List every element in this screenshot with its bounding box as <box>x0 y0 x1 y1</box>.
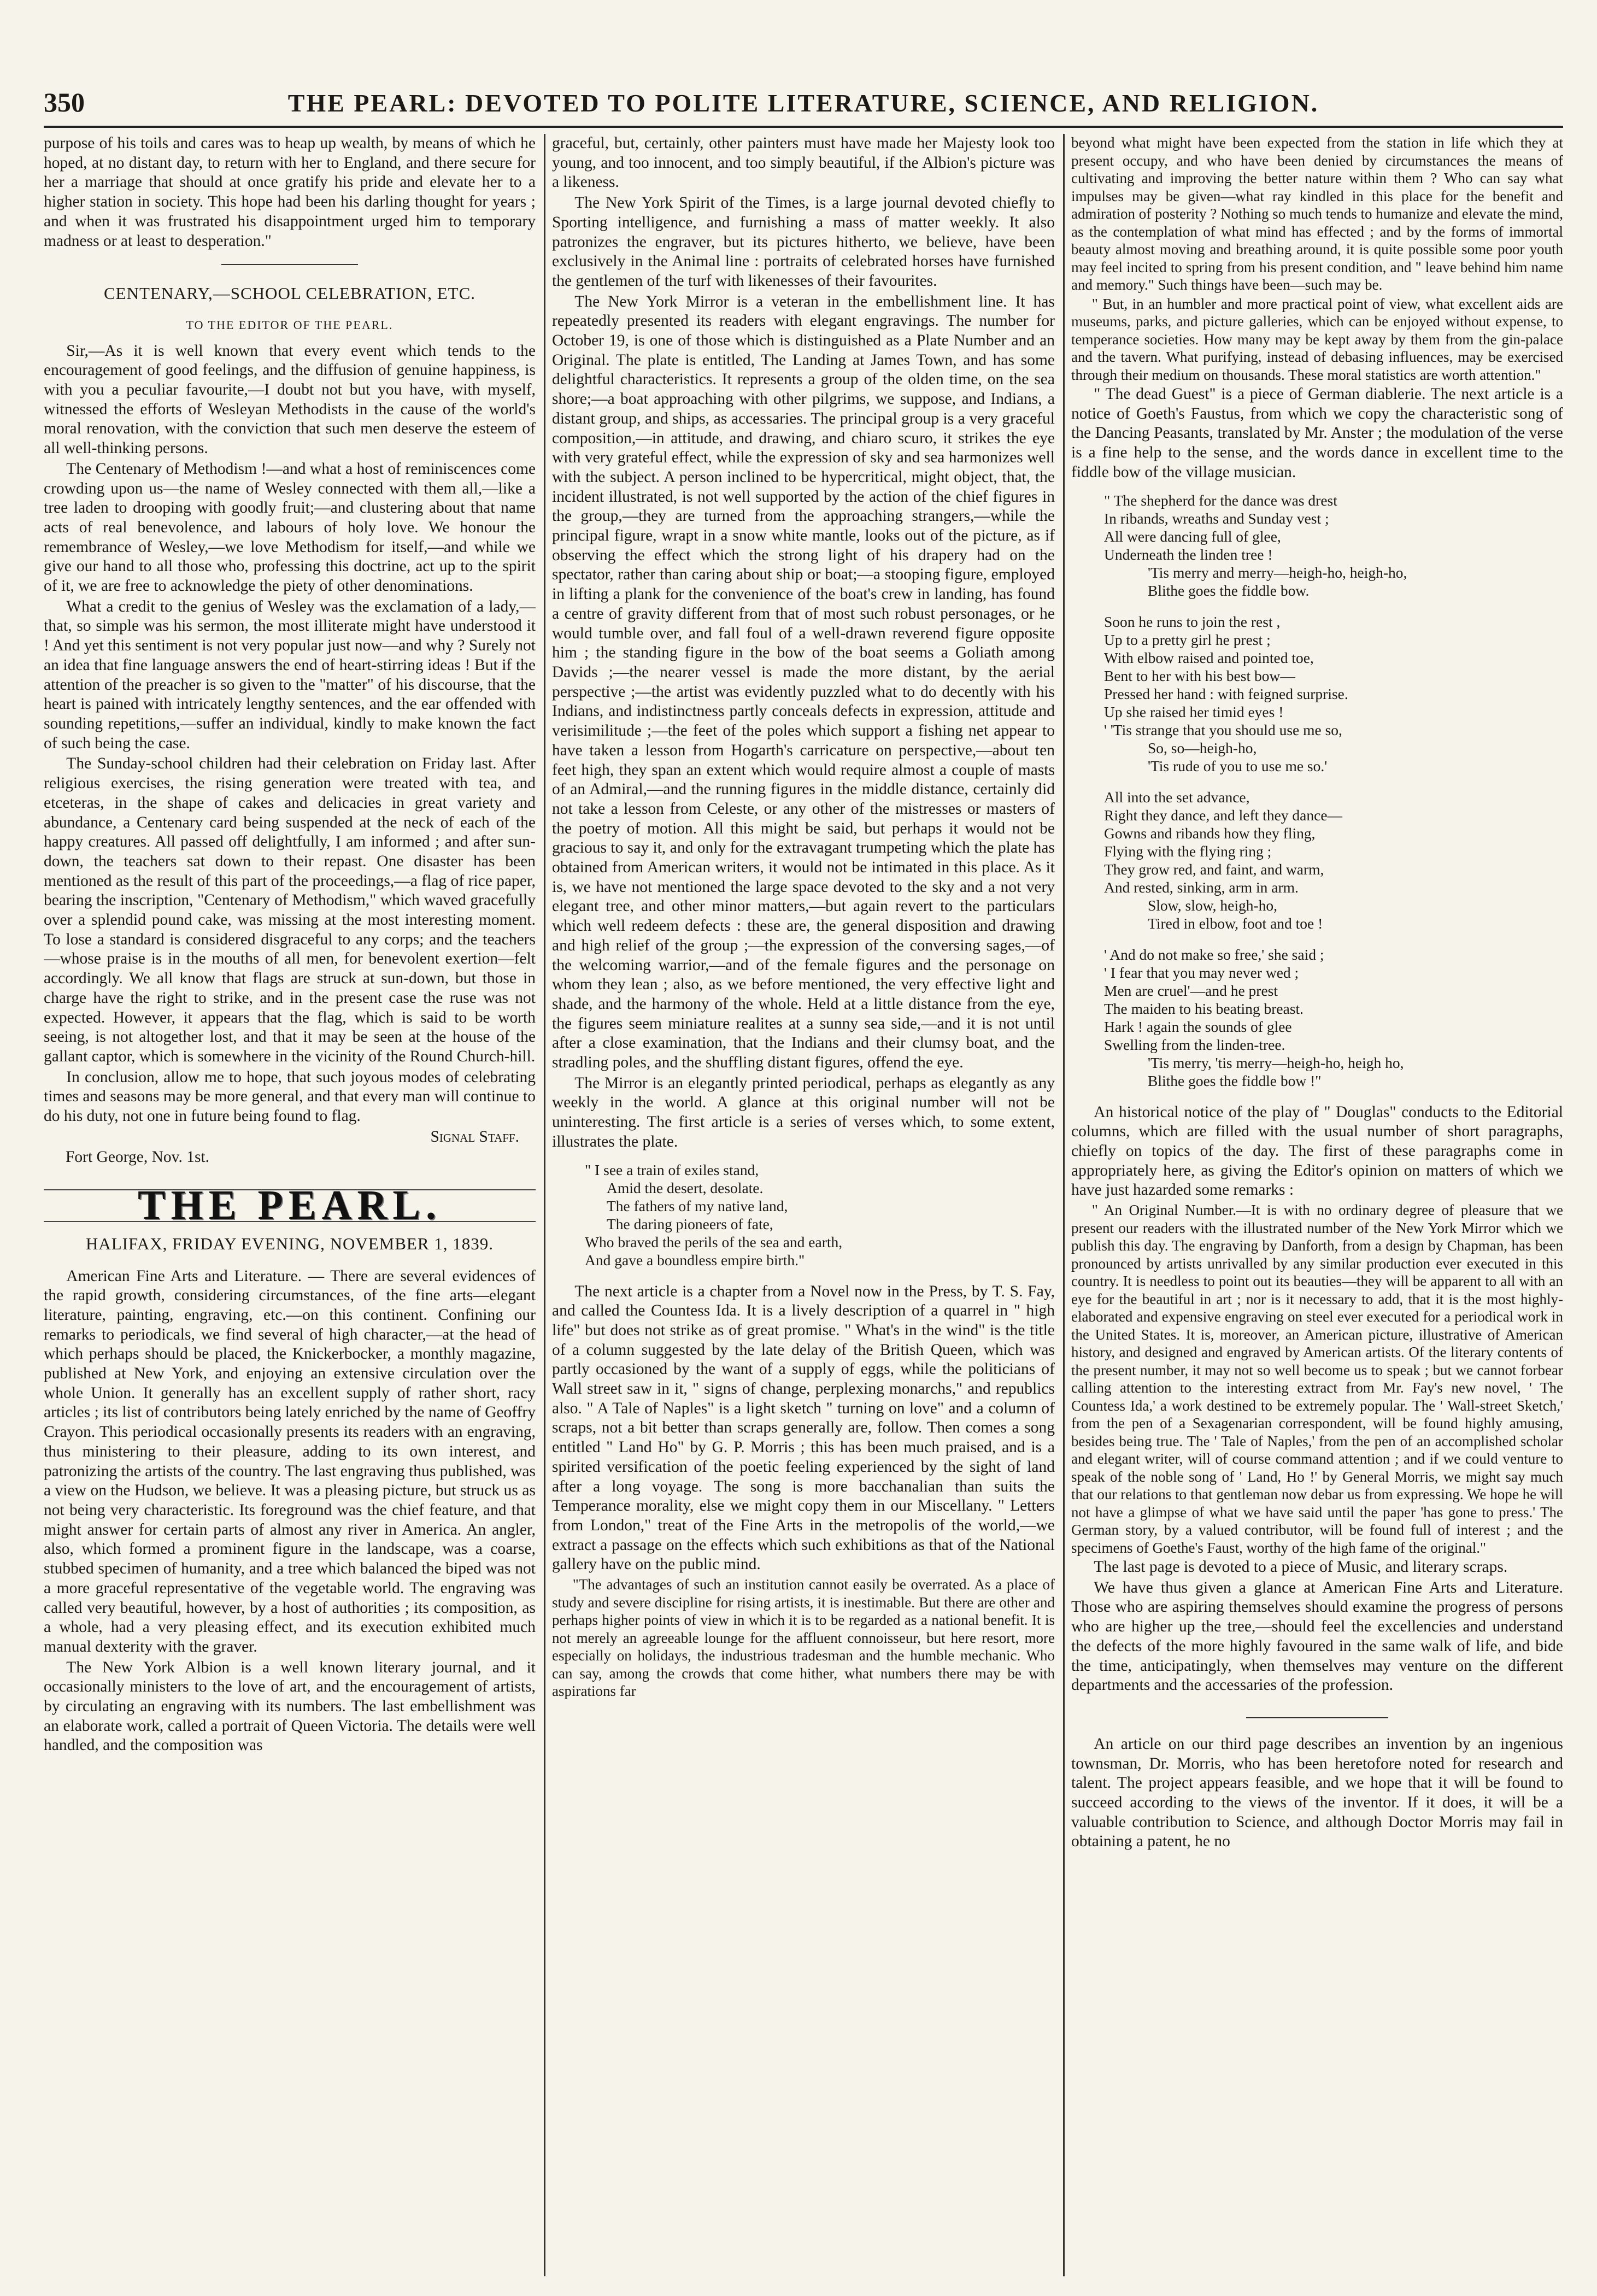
paragraph: The Sunday-school children had their celebration on Friday last. After religious exercises, the rising generation were treated with tea, and etceteras, in the shape of cakes and delicacies in great variety and abundance, a Centenary card being suspended at the neck of each of the happy creatures. All passed off delightfully, I am informed ; and after sun-down, the teachers sat down to their repast. One disaster has been mentioned as the result of this part of the proceedings,—a flag of rice paper, bearing the inscription, "Centenary of Methodism," which waved gracefully over a splendid pound cake, was missing at the most interesting moment. To lose a standard is considered disgraceful to any corps; and the teachers—whose praise is in the mouths of all men, for benevolent exertion—felt accordingly. We all know that flags are struck at sun-down, but those in charge have the right to strike, and in the present case the ruse was not expected. However, it appears that the flag, which is said to be worth seeing, is not altogether lost, and that it may be seen at the house of the gallant captor, which is somewhere in the vicinity of the Round Church-hill. <box>44 755 536 1065</box>
paragraph: Sir,—As it is well known that every event which tends to the encouragement of good feelings, and the diffusion of genuine happiness, is with you a peculiar favourite,—I doubt not but you have, with myself, witnessed the efforts of Wesleyan Methodists in the cause of the world's moral renovation, with the conviction that such men deserve the esteem of all well-thinking persons. <box>44 342 536 457</box>
page-number: 350 <box>44 87 85 118</box>
verse-line: " The shepherd for the dance was drest <box>1104 491 1337 509</box>
signature: Signal Staff. <box>430 1128 519 1146</box>
verse-line: Up she raised her timid eyes ! <box>1104 703 1284 720</box>
verse-line: " I see a train of exiles stand, <box>585 1161 759 1178</box>
running-title: THE PEARL: DEVOTED TO POLITE LITERATURE, SCIENCE, AND RELIGION. <box>287 89 1319 117</box>
verse-line: So, so—heigh-ho, <box>1148 739 1257 756</box>
article-title: CENTENARY,—SCHOOL CELEBRATION, ETC. <box>104 284 475 303</box>
verse-line: Blithe goes the fiddle bow. <box>1148 582 1310 599</box>
verse-line: All were dancing full of glee, <box>1104 527 1281 545</box>
verse-line: And rested, sinking, arm in arm. <box>1104 878 1299 896</box>
song-verse <box>1071 491 1563 1090</box>
paragraph: We have thus given a glance at American Fine Arts and Literature. Those who are aspiring themselves should examine the progress of persons who are higher up the tree,—should feel the excellencies and understand the defects of the more highly favoured in the same walk of life, and bide the time, anticipatingly, when themselves may venture on the different departments and the accessaries of the profession. <box>1071 1578 1563 1694</box>
place-date: Fort George, Nov. 1st. <box>66 1148 210 1166</box>
quoted-paragraph: " But, in an humbler and more practical point of view, what excellent aids are museums, parks, and picture galleries, which can be enjoyed without expense, to temperance societies. How many may be kept away by them from the gin-palace and the tavern. What purifying, instead of debasing influences, may be exercised through their medium on thousands. These moral statistics are worth attention." <box>1071 295 1563 383</box>
paragraph: The next article is a chapter from a Novel now in the Press, by T. S. Fay, and called the Countess Ida. It is a lively description of a quarrel in " high life" but does not strike as of great promise. " What's in the wind" is the title of a column suggested by the late delay of the British Queen, which was partly occasioned by the want of a supply of eggs, while the politicians of Wall street saw in it, " signs of change, perplexing monarchs," and republics also. " A Tale of Naples" is a light sketch " turning on love" and a column of scraps, not a bit better than scraps generally are, follow. Then comes a song entitled " Land Ho" by G. P. Morris ; this has been much praised, and is a spirited versification of the poetic feeling experienced by the sight of land after a long voyage. The song is more bacchanalian than suits the Temperance morality, else we might copy them in our Miscellany. " Letters from London," treat of the Fine Arts in the metropolis of the world,—we extract a passage on the effects which such exhibitions as that of the National gallery have on the public mind. <box>552 1282 1055 1573</box>
page-header <box>44 77 1563 128</box>
verse-line: Gowns and ribands how they fling, <box>1104 824 1316 842</box>
verse-line: 'Tis rude of you to use me so.' <box>1148 757 1328 774</box>
masthead: THE PEARL. <box>44 1189 536 1222</box>
column-1 <box>44 134 536 2276</box>
separator <box>1246 1717 1388 1718</box>
verse-line: Blithe goes the fiddle bow !" <box>1148 1072 1322 1089</box>
verse-line: And gave a boundless empire birth." <box>585 1251 805 1269</box>
separator <box>221 264 358 265</box>
paragraph: American Fine Arts and Literature. — There are several evidences of the rapid growth, considering circumstances, of the fine arts—elegant literature, painting, engraving, etc.—on this continent. Confining our remarks to periodicals, we find several of high character,—at the head of which perhaps should be placed, the Knickerbocker, a monthly magazine, published at New York, and enjoying an extensive circulation over the whole Union. It generally has an excellent supply of rather short, racy articles ; its list of contributors being lately enriched by the name of Geoffry Crayon. This periodical occasionally presents its readers with an engraving, thus ministering to their pleasure, adding to its own interest, and patronizing the artists of the country. The last engraving thus published, was a view on the Hudson, we believe. It was a pleasing picture, but struck us as not being very characteristic. Its foreground was the chief feature, and that might answer for certain parts of almost any river in America. An angler, also, which formed a prominent figure in the landscape, was a coarse, stubbed specimen of humanity, and a tree which balanced the biped was not a more graceful representative of the vegetable world. The engraving was called very beautiful, however, by a host of authorities ; its composition, as a whole, had a very pleasing effect, and its execution exhibited much manual dexterity with the graver. <box>44 1267 536 1655</box>
verse-line: Men are cruel'—and he prest <box>1104 982 1278 999</box>
verse-line: Soon he runs to join the rest , <box>1104 613 1281 630</box>
verse-line: Flying with the flying ring ; <box>1104 842 1272 860</box>
quoted-paragraph: "The advantages of such an institution cannot easily be overrated. As a place of study and severe discipline for rising artists, it is inestimable. But there are other and perhaps higher points of view in which it is to be regarded as a national benefit. It is not merely an agreeable lounge for the affluent connoisseur, but here resort, more especially on holidays, the industrious tradesman and the humble mechanic. Who can say, among the crowds that come hither, what numbers there may be with aspirations far <box>552 1576 1055 1700</box>
verse <box>552 1161 1055 1269</box>
verse-line: ' 'Tis strange that you should use me so, <box>1104 721 1342 738</box>
verse-line: Amid the desert, desolate. <box>607 1179 764 1196</box>
verse-line: Hark ! again the sounds of glee <box>1104 1018 1292 1035</box>
verse-line: 'Tis merry and merry—heigh-ho, heigh-ho, <box>1148 563 1407 581</box>
verse-line: Swelling from the linden-tree. <box>1104 1036 1285 1053</box>
verse-line: With elbow raised and pointed toe, <box>1104 649 1314 666</box>
verse-line: Bent to her with his best bow— <box>1104 667 1295 684</box>
verse-line: 'Tis merry, 'tis merry—heigh-ho, heigh ho, <box>1148 1054 1404 1071</box>
paragraph: An historical notice of the play of " Douglas" conducts to the Editorial columns, which are filled with the usual number of short paragraphs, chiefly on topics of the day. The first of these paragraphs come in appropriately here, as giving the Editor's opinion on matters of which we have just hazarded some remarks : <box>1071 1103 1563 1199</box>
dateline: HALIFAX, FRIDAY EVENING, NOVEMBER 1, 1839. <box>85 1234 494 1253</box>
stanza <box>585 1161 1055 1269</box>
paragraph: The New York Spirit of the Times, is a large journal devoted chiefly to Sporting intelligence, and furnishing a mass of matter weekly. It also patronizes the engraver, but its pictures hitherto, we believe, have been exclusively in the Animal line : portraits of celebrated horses have furnished the gentlemen of the turf with likenesses of their favourites. <box>552 194 1055 290</box>
paragraph: purpose of his toils and cares was to heap up wealth, by means of which he hoped, at no distant day, to return with her to England, and there secure for her a marriage that should at once gratify his pride and elevate her to a higher station in society. This hope had been his darling thought for years ; and when it was frustrated his disappointment urged him to temporary madness or at least to desperation." <box>44 134 536 250</box>
verse-line: ' And do not make so free,' she said ; <box>1104 946 1324 963</box>
verse-line: Pressed her hand : with feigned surprise. <box>1104 685 1348 702</box>
column-rule <box>544 134 545 2276</box>
paragraph: The Centenary of Methodism !—and what a host of reminiscences come crowding upon us—the name of Wesley connected with them all,—like a tree laden to drooping with goodly fruit;—and clustering about that name acts of real benevolence, and labours of holy love. We honour the remembrance of Wesley,—we love Methodism for itself,—and while we give our hand to all those who, professing this doctrine, act up to the spirit of it, we are free to acknowledge the piety of other denominations. <box>44 460 536 595</box>
verse-line: Slow, slow, heigh-ho, <box>1148 896 1278 914</box>
stanza <box>1104 788 1563 932</box>
verse-line: Right they dance, and left they dance— <box>1104 806 1343 824</box>
verse-line: ' I fear that you may never wed ; <box>1104 964 1299 981</box>
column-3 <box>1071 134 1563 2276</box>
verse-line: All into the set advance, <box>1104 788 1250 806</box>
paragraph: " The dead Guest" is a piece of German diablerie. The next article is a notice of Goeth's Faustus, from which we copy the characteristic song of the Dancing Peasants, translated by Mr. Anster ; the modulation of the verse is a fine help to the sense, and the words dance in excellent time to the fiddle bow of the village musician. <box>1071 385 1563 481</box>
paragraph: What a credit to the genius of Wesley was the exclamation of a lady,—that, so simple was his sermon, the most illiterate might have understood it ! And yet this sentiment is not very popular just now—and why ? Surely not an idea that fine language answers the end of heart-stirring ideas ! But if the attention of the preacher is so given to the "matter" of his discourse, that the heart is pained with intricately lengthy sentences, and the ear offended with sounding repetitions,—suffer an individual, kindly to make known the fact of such being the case. <box>44 597 536 752</box>
verse-line: Who braved the perils of the sea and earth, <box>585 1233 843 1250</box>
verse-line: Up to a pretty girl he prest ; <box>1104 631 1271 648</box>
paragraph: The Mirror is an elegantly printed periodical, perhaps as elegantly as any weekly in the world. A glance at this original number will not be uninteresting. The first article is a series of verses which, to some extent, illustrates the plate. <box>552 1074 1055 1150</box>
paragraph: The New York Albion is a well known literary journal, and it occasionally ministers to the love of art, and the encouragement of artists, by circulating an engraving with its numbers. The last embellishment was an elaborate work, called a portrait of Queen Victoria. The details were well handled, and the composition was <box>44 1658 536 1754</box>
verse-line: In ribands, wreaths and Sunday vest ; <box>1104 509 1329 527</box>
quoted-paragraph: beyond what might have been expected from the station in life which they at present occupy, and who have been denied by circumstances the means of cultivating and improving the better nature within them ? Who can say what impulses may be given—what ray kindled in this place for the benefit and admiration of posterity ? Nothing so much tends to humanize and elevate the mind, as the contemplation of what mind has effected ; and by the forms of immortal beauty almost moving and breathing around, it is quite possible some poor youth may feel incited to spring from his present condition, and " leave behind him name and memory." Such things have been—such may be. <box>1071 134 1563 293</box>
verse-line: The maiden to his beating breast. <box>1104 1000 1304 1017</box>
column-2 <box>552 134 1055 2276</box>
paragraph: graceful, but, certainly, other painters must have made her Majesty look too young, and too innocent, and too simply beautiful, if the Albion's picture was a likeness. <box>552 134 1055 191</box>
quoted-paragraph: " An Original Number.—It is with no ordinary degree of pleasure that we present our readers with the illustrated number of the New York Mirror which we publish this day. The engraving by Danforth, from a design by Chapman, has been pronounced by artists unrivalled by any similar production ever executed in this country. It is needless to point out its beauties—they will be apparent to all with an eye for the beautiful in art ; nor is it necessary to add, that it is the most highly-elaborated and expensive engraving on steel ever executed for a periodical work in the United States. It is, moreover, an American picture, illustrative of American history, and designed and engraved by American artists. Of the literary contents of the present number, it may not so well become us to speak ; but we cannot forbear calling attention to the interesting extract from Mr. Fay's new novel, ' The Countess Ida,' a work destined to be extremely popular. The ' Wall-street Sketch,' from the pen of a Sexagenarian correspondent, will be found highly amusing, besides being true. The ' Tale of Naples,' from the pen of an accomplished scholar and elegant writer, will of course command attention ; and if we could venture to speak of the noble song of ' Land, Ho !' by General Morris, we might say much that our relations to that gentleman now debar us from expressing. We hope he will not have a glimpse of what we have said until the paper 'has gone to press.' The German story, by a valued contributor, will be found full of interest ; and the specimens of Goethe's Faust, worthy of the high fame of the original." <box>1071 1202 1563 1556</box>
verse-line: They grow red, and faint, and warm, <box>1104 860 1324 878</box>
paragraph: In conclusion, allow me to hope, that such joyous modes of celebrating times and seasons may be more general, and that every man will continue to do his duty, not one in future being found to flag. <box>44 1068 536 1125</box>
paragraph: The last page is devoted to a piece of Music, and literary scraps. <box>1094 1558 1508 1576</box>
stanza <box>1104 613 1563 775</box>
paragraph: An article on our third page describes an invention by an ingenious townsman, Dr. Morris, who has been heretofore noted for research and talent. The project appears feasible, and we hope that it will be found to succeed according to the views of the inventor. If it does, it will be a valuable contribution to Science, and although Doctor Morris may fail in obtaining a patent, he no <box>1071 1735 1563 1851</box>
column-rule <box>1063 134 1065 2276</box>
addressee: TO THE EDITOR OF THE PEARL. <box>186 318 394 332</box>
stanza <box>1104 491 1563 600</box>
verse-line: Underneath the linden tree ! <box>1104 545 1273 563</box>
verse-line: Tired in elbow, foot and toe ! <box>1148 914 1323 932</box>
paragraph: The New York Mirror is a veteran in the embellishment line. It has repeatedly presented its readers with elegant engravings. The number for October 19, is one of those which is distinguished as a Plate Number and an Original. The plate is entitled, The Landing at James Town, and has some delightful characteristics. It represents a group of the olden time, on the sea shore;—a boat approaching with other pilgrims, we suppose, and Indians, a distant group, and ships, as accessaries. The principal group is a very graceful composition,—in attitude, and drawing, and chiaro scuro, it strikes the eye with very grateful effect, while the expression of sky and sea harmonizes well with the subject. A person inclined to be hypercritical, might object, that, the incident illustrated, is not well supported by the action of the chief figures in the group,—they are turned from the approaching strangers,—while the principal figure, wrapt in a snow white mantle, looks out of the picture, as if observing the effect which the strong light of his drapery had on the spectator, rather than caring about ship or boat;—a stooping figure, employed in lifting a plank for the convenience of the boat's crew in landing, has found a centre of gravity different from that of most such robust personages, or he would tumble over, and fall foul of a well-drawn reverend figure opposite him ; the standing figure in the bow of the boat seems a Goliath among Davids ;—the nearer vessel is made the more distant, by the aerial perspective ;—the artist was evidently puzzled what to do decently with his Indians, and indistinctness partly conceals defects in expression, attitude and verisimilitude ;—the feet of the poles which support a fishing net appear to have taken a lesson from Hogarth's carricature on perspective,—about ten feet high, they span an extent which would require almost a couple of masts of an Admiral,—and the running figures in the middle distance, certainly did not take a lesson from Celeste, or any other of the mistresses or masters of the poetry of motion. All this might be said, but perhaps it would not be gracious to say it, and only for the extravagant trumpeting which the plate has obtained from American writers, it would not be intimated in this place. As it is, we have not mentioned the large space devoted to the sky and a not very elegant tree, and other minor matters,—but again revert to the particulars which well redeem defects : these are, the general disposition and drawing and high relief of the group ;—the expression of the conversing sages,—of the welcoming warrior,—and of the female figures and the personage on whom they lean ; also, as we before mentioned, the very effective light and shade, and the harmony of the whole. Held at a little distance from the eye, the figures seem miniature realites at a sunny sea side,—and it is not until after a close examination, that the Indians and their clumsy boat, and the stradling poles, and the shuffling distant figures, offend the eye. <box>552 292 1055 1072</box>
verse-line: The fathers of my native land, <box>607 1197 788 1214</box>
stanza <box>1104 946 1563 1090</box>
verse-line: The daring pioneers of fate, <box>607 1215 773 1232</box>
